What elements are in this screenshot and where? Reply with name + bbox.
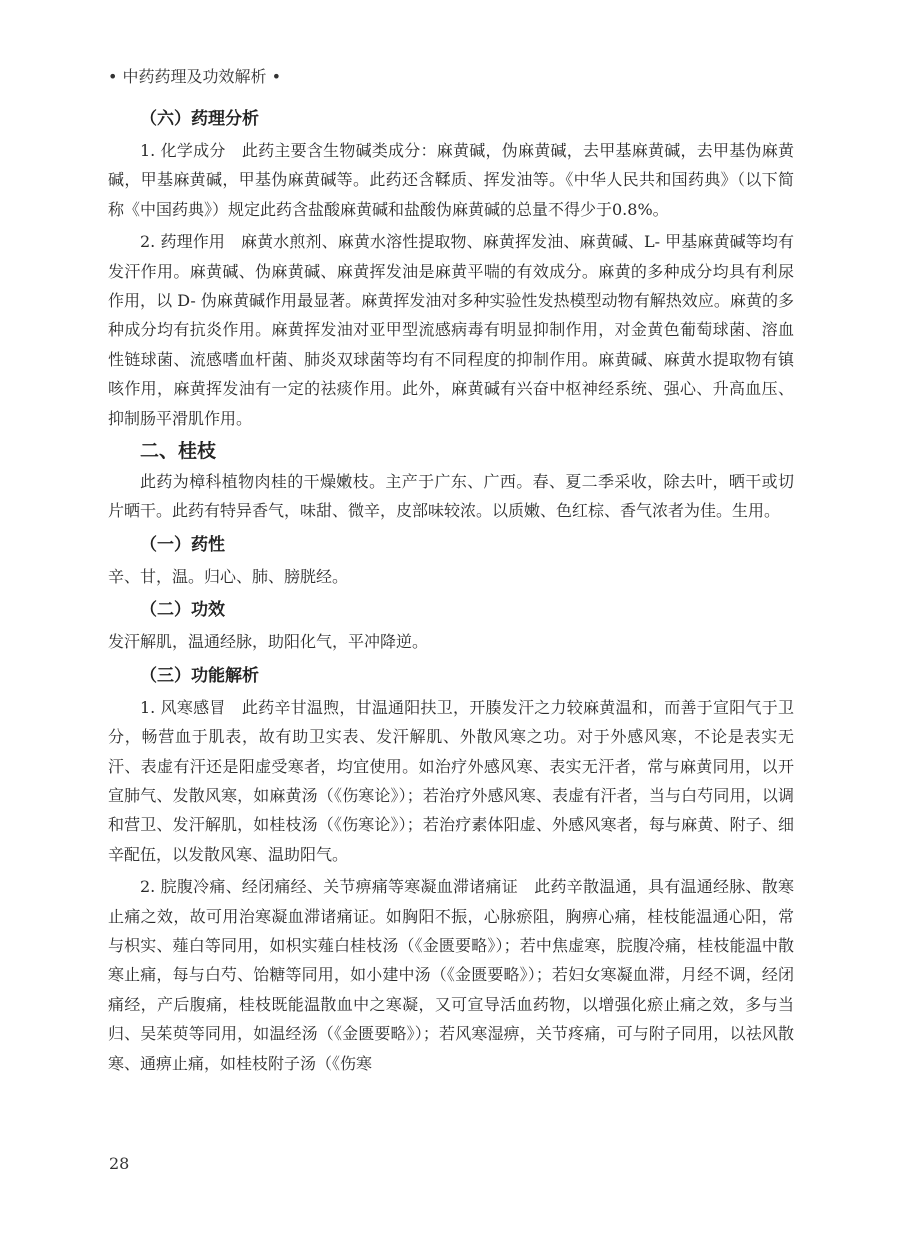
paragraph-guizhi-intro: 此药为樟科植物肉桂的干燥嫩枝。主产于广东、广西。春、夏二季采收，除去叶，晒干或切片晒干。此药有特异香气，味甜、微辛，皮部味较浓。以质嫩、色红棕、香气浓者为佳。生用。	[108, 472, 794, 521]
paragraph-cold-pain: 2. 脘腹冷痛、经闭痛经、关节痹痛等寒凝血滞诸痛证 此药辛散温通，具有温通经脉、散寒止痛之效，故可用治寒凝血滞诸痛证。如胸阳不振，心脉瘀阻，胸痹心痛，桂枝能温通心阳，常与枳实、薤白等同用，如枳实薤白桂枝汤（《金匮要略》）；若中焦虚寒，脘腹冷痛，桂枝能温中散寒止痛，每与白芍、饴糖等同用，如小建中汤（《金匮要略》）；若妇女寒凝血滞，月经不调，经闭痛经，产后腹痛，桂枝既能温散血中之寒凝，又可宣导活血药物，以增强化瘀止痛之效，多与当归、吴茱萸等同用，如温经汤（《金匮要略》）；若风寒湿痹，关节疼痛，可与附子同用，以祛风散寒、通痹止痛，如桂枝附子汤（《伤寒	[108, 877, 794, 1073]
page-body	[108, 104, 794, 1078]
running-header: • 中药药理及功效解析 •	[108, 67, 282, 86]
section-heading-pharmacology: （六）药理分析	[140, 109, 259, 129]
paragraph-nature: 辛、甘，温。归心、肺、膀胱经。	[108, 566, 349, 586]
paragraph-chemical-composition: 1. 化学成分 此药主要含生物碱类成分：麻黄碱，伪麻黄碱，去甲基麻黄碱，去甲基伪麻黄碱，甲基麻黄碱，甲基伪麻黄碱等。此药还含鞣质、挥发油等。《中华人民共和国药典》（以下简称《中国药典》）规定此药含盐酸麻黄碱和盐酸伪麻黄碱的总量不得少于0.8%。	[108, 141, 794, 219]
paragraph-wind-cold: 1. 风寒感冒 此药辛甘温煦，甘温通阳扶卫，开腠发汗之力较麻黄温和，而善于宣阳气于卫分，畅营血于肌表，故有助卫实表、发汗解肌、外散风寒之功。对于外感风寒，不论是表实无汗、表虚有汗还是阳虚受寒者，均宜使用。如治疗外感风寒、表实无汗者，常与麻黄同用，以开宣肺气、发散风寒，如麻黄汤（《伤寒论》）；若治疗外感风寒、表虚有汗者，当与白芍同用，以调和营卫、发汗解肌，如桂枝汤（《伤寒论》）；若治疗素体阳虚、外感风寒者，每与麻黄、附子、细辛配伍，以发散风寒、温助阳气。	[108, 697, 794, 864]
paragraph-efficacy: 发汗解肌，温通经脉，助阳化气，平冲降逆。	[108, 632, 429, 652]
section-heading-function-analysis: （三）功能解析	[140, 665, 259, 686]
page-number: 28	[109, 1154, 130, 1173]
section-heading-nature: （一）药性	[140, 534, 225, 555]
section-heading-efficacy: （二）功效	[140, 600, 225, 621]
paragraph-pharmacological-action: 2. 药理作用 麻黄水煎剂、麻黄水溶性提取物、麻黄挥发油、麻黄碱、L- 甲基麻黄碱等均有发汗作用。麻黄碱、伪麻黄碱、麻黄挥发油是麻黄平喘的有效成分。麻黄的多种成分均具有利尿作用，以 D- 伪麻黄碱作用最显著。麻黄挥发油对多种实验性发热模型动物有解热效应。麻黄的多种成分均有抗炎作用。麻黄挥发油对亚甲型流感病毒有明显抑制作用，对金黄色葡萄球菌、溶血性链球菌、流感嗜血杆菌、肺炎双球菌等均有不同程度的抑制作用。麻黄碱、麻黄水提取物有镇咳作用，麻黄挥发油有一定的祛痰作用。此外，麻黄碱有兴奋中枢神经系统、强心、升高血压、抑制肠平滑肌作用。	[108, 232, 794, 428]
chapter-heading-guizhi: 二、桂枝	[140, 440, 217, 463]
